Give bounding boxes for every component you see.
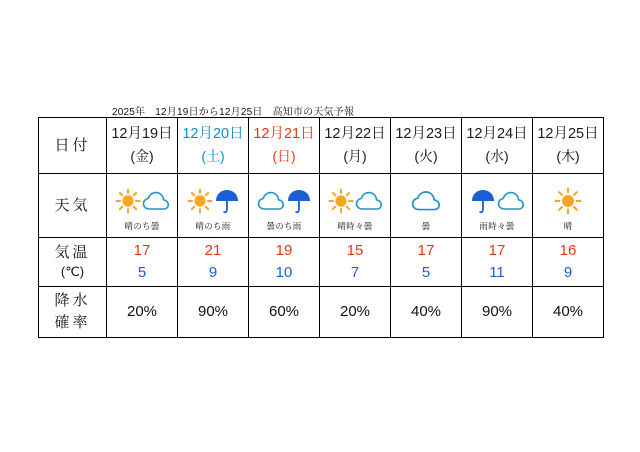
umbrella-icon — [470, 187, 496, 215]
temperature-cell — [320, 238, 391, 287]
cloud-icon — [257, 190, 285, 212]
row-label-weather: 天気 — [39, 174, 107, 238]
sun-icon — [328, 188, 354, 214]
rain-value: 20% — [339, 303, 371, 320]
rain-value: 40% — [552, 303, 584, 320]
date-dow: (木) — [556, 147, 580, 164]
table-row-date — [39, 118, 604, 174]
date-cell — [178, 118, 249, 174]
date-text: 12月25日 — [537, 126, 599, 143]
date-dow: (火) — [414, 147, 438, 164]
weather-text: 晴のち曇 — [124, 221, 160, 231]
rain-value: 90% — [197, 303, 229, 320]
temp-low: 9 — [563, 264, 573, 281]
weather-cell — [107, 174, 178, 238]
date-text: 12月22日 — [324, 126, 386, 143]
cloud-icon — [142, 190, 170, 212]
temperature-cell — [178, 238, 249, 287]
rain-cell — [533, 287, 604, 338]
sun-icon — [187, 188, 213, 214]
date-text: 12月19日 — [111, 126, 173, 143]
cloud-icon — [355, 190, 383, 212]
weather-text: 晴のち雨 — [195, 221, 231, 231]
temperature-cell — [391, 238, 462, 287]
date-text: 12月24日 — [466, 126, 528, 143]
weather-text: 曇 — [421, 221, 431, 231]
rain-value: 40% — [410, 303, 442, 320]
weather-cell — [391, 174, 462, 238]
weather-cell — [462, 174, 533, 238]
rain-value: 60% — [268, 303, 300, 320]
rain-cell — [391, 287, 462, 338]
weather-icons — [391, 183, 461, 219]
table-row-temperature — [39, 238, 604, 287]
weather-cell — [320, 174, 391, 238]
caption — [112, 103, 354, 118]
date-cell — [249, 118, 320, 174]
rain-cell — [249, 287, 320, 338]
temp-high: 16 — [559, 242, 577, 260]
caption-place: 高知市の天気予報 — [272, 107, 355, 118]
row-label-rain-probability — [39, 287, 107, 338]
temperature-cell — [533, 238, 604, 287]
table-row-weather — [39, 174, 604, 238]
rain-cell — [178, 287, 249, 338]
temp-high: 19 — [275, 242, 293, 260]
row-label-rain-line2: 確率 — [54, 314, 91, 331]
forecast-table — [38, 117, 604, 338]
temp-high: 17 — [417, 242, 435, 260]
date-dow: (月) — [343, 147, 367, 164]
sun-icon — [115, 188, 141, 214]
weather-icons — [320, 183, 390, 219]
weather-icons — [178, 183, 248, 219]
weather-cell — [533, 174, 604, 238]
temp-high: 21 — [204, 242, 222, 260]
weather-icons — [107, 183, 177, 219]
date-text: 12月21日 — [253, 126, 315, 143]
caption-range: 12月19日から12月25日 — [155, 107, 263, 118]
weather-icons — [462, 183, 532, 219]
rain-cell — [462, 287, 533, 338]
rain-cell — [107, 287, 178, 338]
temp-low: 11 — [489, 264, 505, 281]
weather-icons — [533, 183, 603, 219]
date-dow: (水) — [485, 147, 509, 164]
temp-high: 15 — [346, 242, 364, 260]
row-label-rain-line1: 降水 — [54, 292, 91, 310]
temp-high: 17 — [488, 242, 506, 260]
umbrella-icon — [214, 187, 240, 215]
caption-year: 2025年 — [112, 107, 146, 118]
rain-value: 20% — [126, 303, 158, 320]
date-cell — [107, 118, 178, 174]
cloud-icon — [411, 189, 441, 213]
row-label-temperature — [39, 238, 107, 287]
temperature-cell — [462, 238, 533, 287]
weather-text: 晴 — [563, 221, 573, 231]
date-dow: (土) — [201, 147, 225, 164]
temperature-cell — [249, 238, 320, 287]
date-dow: (金) — [130, 147, 154, 164]
row-label-temperature-text: 気温 — [54, 243, 91, 261]
weather-text: 曇のち雨 — [266, 221, 302, 231]
weather-icons — [249, 183, 319, 219]
cloud-icon — [497, 190, 525, 212]
temp-low: 5 — [421, 264, 431, 281]
weather-cell — [178, 174, 249, 238]
temperature-cell — [107, 238, 178, 287]
temp-high: 17 — [133, 242, 151, 260]
umbrella-icon — [286, 187, 312, 215]
weather-cell — [249, 174, 320, 238]
rain-value: 90% — [481, 303, 513, 320]
date-text: 12月23日 — [395, 126, 457, 143]
date-cell — [391, 118, 462, 174]
sun-icon — [554, 187, 582, 215]
date-dow: (日) — [272, 147, 296, 164]
date-text: 12月20日 — [182, 126, 244, 143]
weather-text: 晴時々曇 — [337, 221, 373, 231]
temp-low: 10 — [275, 264, 293, 281]
weather-text: 雨時々曇 — [479, 221, 515, 231]
table-row-rain-probability — [39, 287, 604, 338]
temp-low: 7 — [350, 264, 360, 281]
date-cell — [533, 118, 604, 174]
temp-low: 5 — [137, 264, 147, 281]
row-label-temperature-unit: (℃) — [60, 264, 85, 280]
date-cell — [320, 118, 391, 174]
date-cell — [462, 118, 533, 174]
row-label-date: 日付 — [39, 118, 107, 174]
temp-low: 9 — [208, 264, 218, 281]
rain-cell — [320, 287, 391, 338]
